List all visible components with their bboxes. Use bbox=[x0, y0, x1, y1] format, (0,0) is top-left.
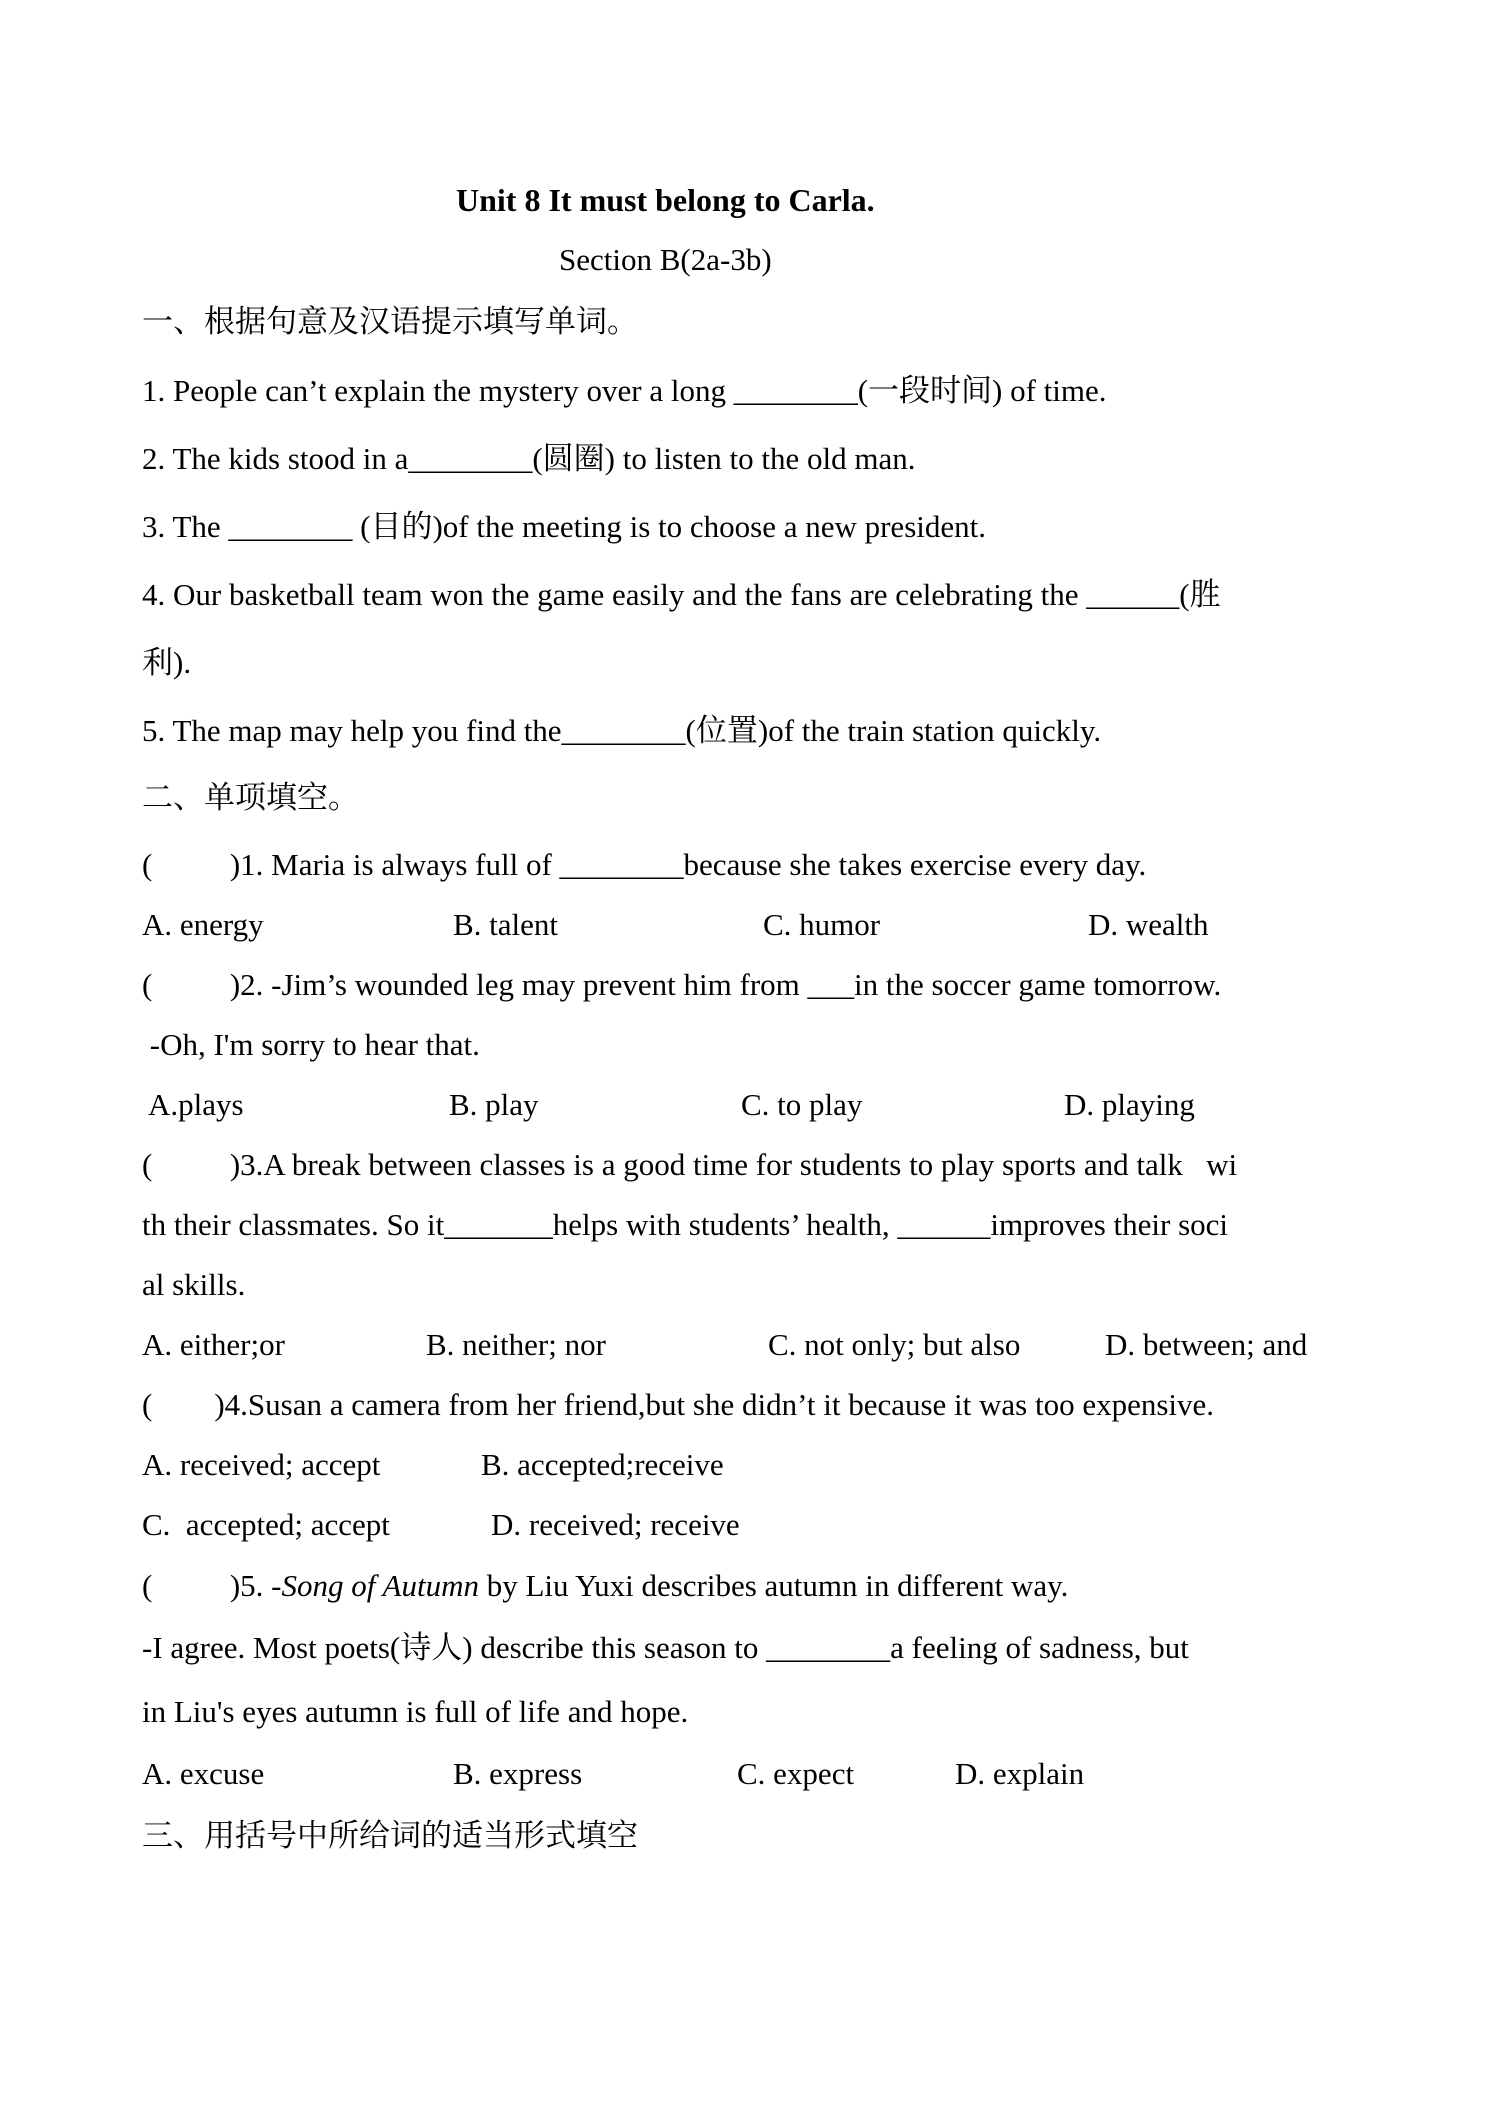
part1-item-2: 2. The kids stood in a________(圆圈) to listen to the old man. bbox=[142, 441, 916, 476]
q3-option-b: B. neither; nor bbox=[426, 1327, 606, 1362]
q3-option-a: A. either;or bbox=[142, 1327, 285, 1362]
page-title: Unit 8 It must belong to Carla. bbox=[456, 182, 875, 218]
q5-stem-prefix: ( )5. - bbox=[142, 1568, 282, 1603]
q2-option-c: C. to play bbox=[741, 1087, 863, 1122]
q5-option-d: D. explain bbox=[955, 1756, 1085, 1791]
q4-option-d: D. received; receive bbox=[491, 1507, 740, 1542]
part1-item-4: 4. Our basketball team won the game easily and the fans are celebrating the ______(胜 bbox=[142, 577, 1221, 612]
part1-item-5: 5. The map may help you find the________(位置)of the train station quickly. bbox=[142, 713, 1102, 748]
q3-option-c: C. not only; but also bbox=[768, 1327, 1021, 1362]
q1-option-c: C. humor bbox=[763, 907, 881, 942]
q5-poem-title: Song of Autumn bbox=[281, 1568, 479, 1603]
q4-option-b: B. accepted;receive bbox=[481, 1447, 724, 1482]
part1-item-1: 1. People can’t explain the mystery over a long ________(一段时间) of time. bbox=[142, 373, 1107, 408]
q4-stem: ( )4.Susan a camera from her friend,but she didn’t it because it was too expensive. bbox=[142, 1387, 1215, 1422]
part2-heading: 二、单项填空。 bbox=[142, 780, 359, 815]
q1-stem: ( )1. Maria is always full of ________because she takes exercise every day. bbox=[142, 847, 1147, 882]
part1-item-3: 3. The ________ (目的)of the meeting is to choose a new president. bbox=[142, 509, 986, 544]
section-subtitle: Section B(2a-3b) bbox=[559, 242, 772, 277]
q5-option-b: B. express bbox=[453, 1756, 583, 1791]
q5-stem-suffix: by Liu Yuxi describes autumn in different way. bbox=[478, 1568, 1069, 1603]
q3-stem-line-1: ( )3.A break between classes is a good time for students to play sports and talk wi bbox=[142, 1147, 1238, 1182]
q2-option-b: B. play bbox=[449, 1087, 539, 1122]
q5-option-a: A. excuse bbox=[142, 1756, 265, 1791]
q5-stem bbox=[142, 1566, 1068, 1606]
q2-reply: -Oh, I'm sorry to hear that. bbox=[142, 1027, 480, 1062]
q3-stem-line-3: al skills. bbox=[142, 1267, 246, 1302]
q3-option-d: D. between; and bbox=[1105, 1327, 1308, 1362]
q5-reply-line-1: -I agree. Most poets(诗人) describe this season to ________a feeling of sadness, but bbox=[142, 1630, 1189, 1665]
q2-stem: ( )2. -Jim’s wounded leg may prevent him from ___in the soccer game tomorrow. bbox=[142, 967, 1222, 1002]
q1-option-d: D. wealth bbox=[1088, 907, 1209, 942]
part1-item-4-cont: 利). bbox=[142, 645, 192, 680]
part3-heading: 三、用括号中所给词的适当形式填空 bbox=[142, 1818, 638, 1853]
part1-heading: 一、根据句意及汉语提示填写单词。 bbox=[142, 304, 638, 339]
q4-option-a: A. received; accept bbox=[142, 1447, 381, 1482]
q3-stem-line-2: th their classmates. So it_______helps with students’ health, ______improves their soci bbox=[142, 1207, 1228, 1242]
q2-option-a: A.plays bbox=[142, 1087, 244, 1122]
q2-option-d: D. playing bbox=[1064, 1087, 1195, 1122]
q1-option-a: A. energy bbox=[142, 907, 264, 942]
q1-option-b: B. talent bbox=[453, 907, 559, 942]
q5-option-c: C. expect bbox=[737, 1756, 855, 1791]
q4-option-c: C. accepted; accept bbox=[142, 1507, 390, 1542]
q5-reply-line-2: in Liu's eyes autumn is full of life and hope. bbox=[142, 1694, 689, 1729]
